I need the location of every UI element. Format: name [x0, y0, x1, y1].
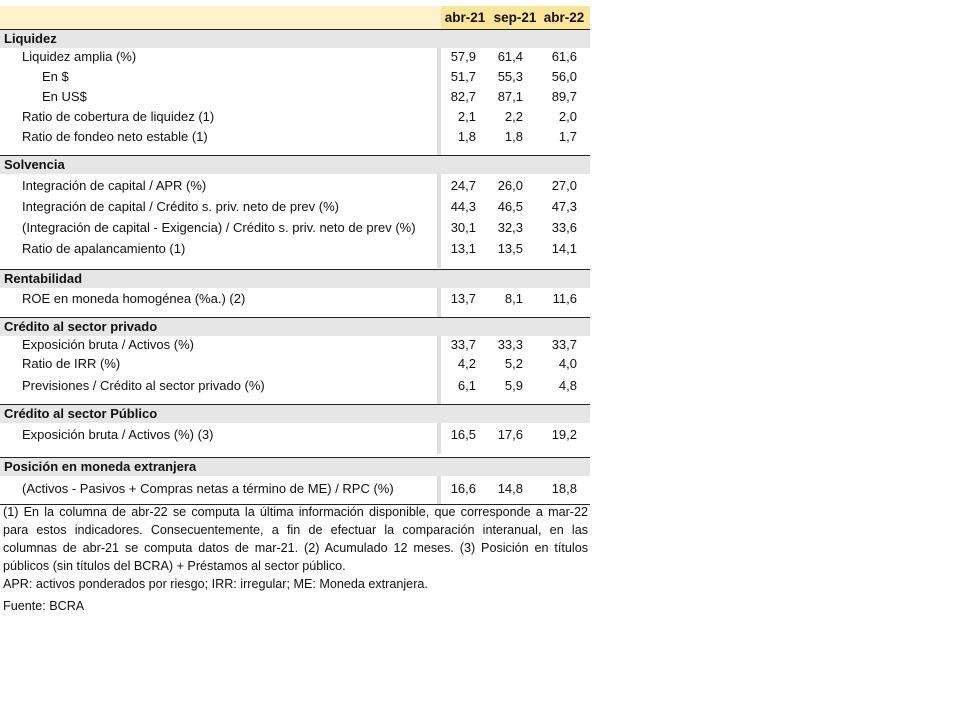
column-header: sep-21	[493, 10, 537, 25]
row-value: 61,6	[551, 49, 577, 64]
column-header: abr-22	[543, 10, 585, 25]
section-header: Rentabilidad	[0, 270, 590, 288]
row-label: Previsiones / Crédito al sector privado (%)	[22, 378, 265, 393]
row-value: 26,0	[497, 178, 523, 193]
row-value: 33,6	[551, 220, 577, 235]
row-value: 27,0	[551, 178, 577, 193]
row-value: 24,7	[450, 178, 476, 193]
section-header: Liquidez	[0, 30, 590, 48]
row-value: 55,3	[497, 69, 523, 84]
row-value: 1,7	[558, 129, 577, 144]
row-value: 13,7	[450, 291, 476, 306]
row-value: 89,7	[551, 89, 577, 104]
row-label: Exposición bruta / Activos (%) (3)	[22, 427, 214, 442]
row-value: 2,0	[558, 109, 577, 124]
row-value: 4,2	[457, 356, 476, 371]
row-value: 19,2	[551, 427, 577, 442]
row-value: 1,8	[457, 129, 476, 144]
row-value: 51,7	[450, 69, 476, 84]
section-header: Solvencia	[0, 156, 590, 174]
row-value: 5,9	[504, 378, 523, 393]
row-value: 17,6	[497, 427, 523, 442]
column-header: abr-21	[444, 10, 486, 25]
row-value: 30,1	[450, 220, 476, 235]
row-value: 2,2	[504, 109, 523, 124]
row-value: 2,1	[457, 109, 476, 124]
row-label: Integración de capital / Crédito s. priv. neto de prev (%)	[22, 199, 339, 214]
row-label: Liquidez amplia (%)	[22, 49, 137, 64]
row-value: 82,7	[450, 89, 476, 104]
row-value: 87,1	[497, 89, 523, 104]
row-value: 56,0	[551, 69, 577, 84]
row-value: 16,5	[450, 427, 476, 442]
row-label: Ratio de cobertura de liquidez (1)	[22, 109, 215, 124]
row-value: 8,1	[504, 291, 523, 306]
row-label: ROE en moneda homogénea (%a.) (2)	[22, 291, 246, 306]
row-value: 18,8	[551, 481, 577, 496]
section-header: Crédito al sector privado	[0, 318, 590, 336]
row-value: 33,7	[551, 337, 577, 352]
row-value: 14,1	[551, 241, 577, 256]
section-header: Posición en moneda extranjera	[0, 458, 590, 476]
row-value: 14,8	[497, 481, 523, 496]
row-value: 13,5	[497, 241, 523, 256]
row-label: Ratio de IRR (%)	[22, 356, 121, 371]
row-label: Integración de capital / APR (%)	[22, 178, 207, 193]
row-label: Ratio de apalancamiento (1)	[22, 241, 186, 256]
row-value: 57,9	[450, 49, 476, 64]
row-value: 13,1	[450, 241, 476, 256]
footnote-abbreviations: APR: activos ponderados por riesgo; IRR: irregular; ME: Moneda extranjera.	[3, 577, 428, 591]
section-header: Crédito al sector Público	[0, 405, 590, 423]
row-value: 11,6	[552, 291, 577, 306]
row-value: 44,3	[450, 199, 476, 214]
footnote-source: Fuente: BCRA	[3, 599, 85, 613]
row-value: 61,4	[497, 49, 523, 64]
row-value: 5,2	[504, 356, 523, 371]
row-label: (Integración de capital - Exigencia) / Crédito s. priv. neto de prev (%)	[22, 220, 416, 235]
row-value: 33,3	[497, 337, 523, 352]
row-value: 4,0	[558, 356, 577, 371]
row-value: 33,7	[450, 337, 476, 352]
row-label: Exposición bruta / Activos (%)	[22, 337, 194, 352]
row-label: En US$	[42, 89, 87, 104]
row-label: Ratio de fondeo neto estable (1)	[22, 129, 208, 144]
row-value: 16,6	[450, 481, 476, 496]
row-value: 6,1	[457, 378, 476, 393]
row-label: En $	[42, 69, 69, 84]
row-value: 32,3	[497, 220, 523, 235]
row-value: 4,8	[558, 378, 577, 393]
row-value: 1,8	[504, 129, 523, 144]
footnote-1: (1) En la columna de abr-22 se computa la última información disponible, que corresponde a mar-22 para estos indicadores. Consecuentemente, a fin de efectuar la comparación interanual, en las columnas de abr-21 se computa datos de mar-21. (2) Acumulado 12 meses. (3) Posición en títulos públicos (sin títulos del BCRA) + Préstamos al sector público.	[3, 505, 588, 573]
row-label: (Activos - Pasivos + Compras netas a término de ME) / RPC (%)	[22, 481, 394, 496]
row-value: 46,5	[497, 199, 523, 214]
row-value: 47,3	[551, 199, 577, 214]
